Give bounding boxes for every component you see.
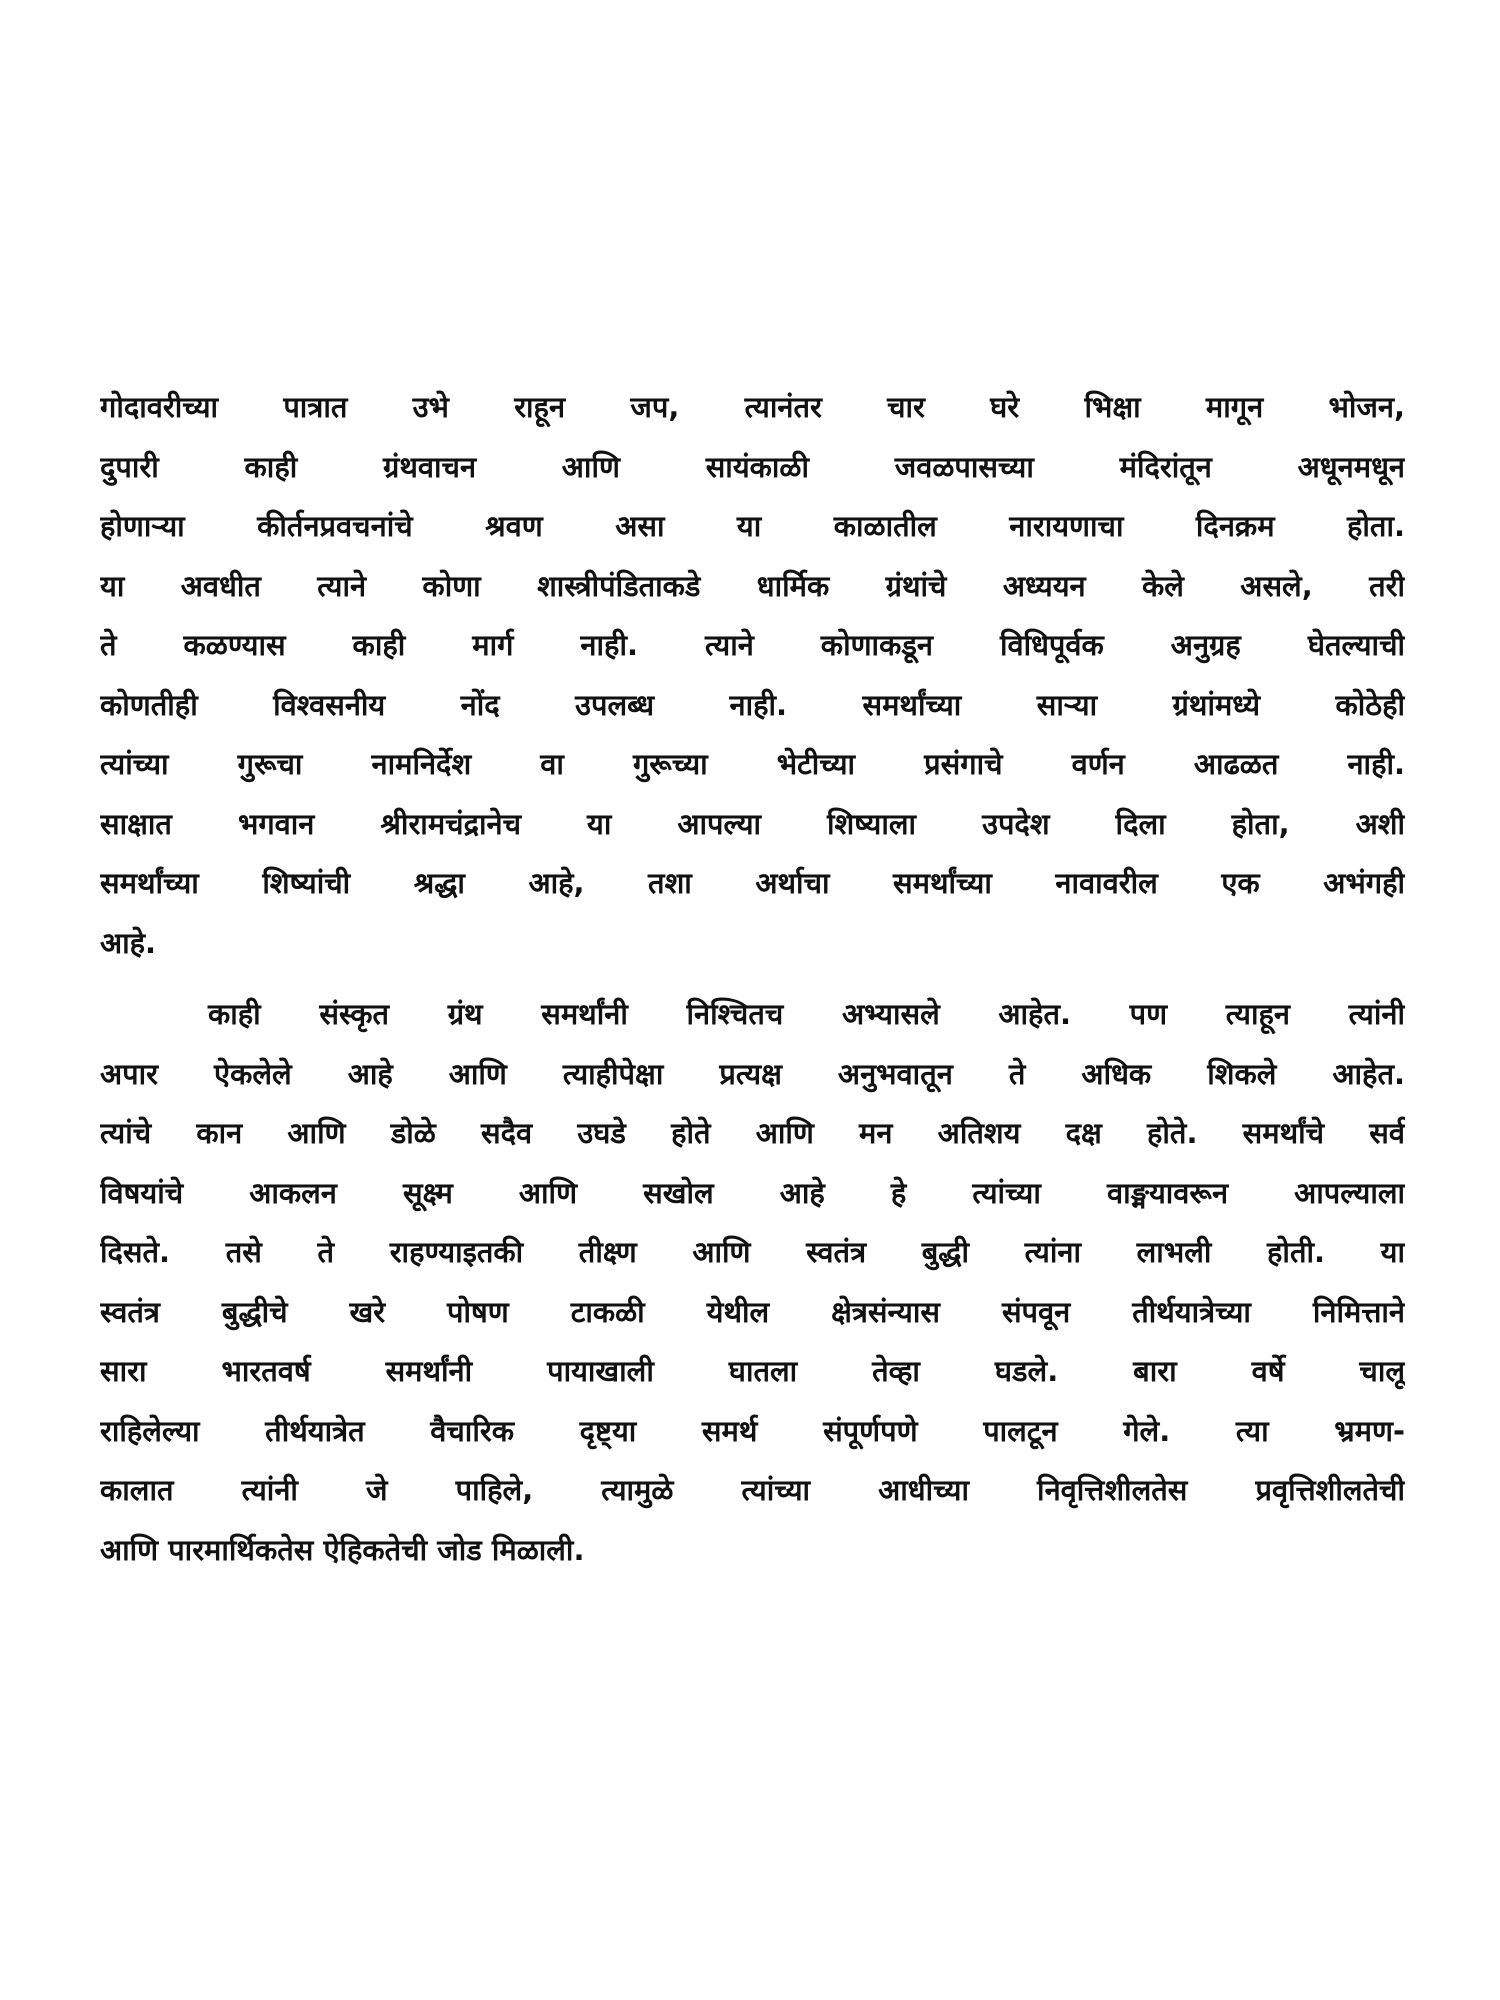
text-line: होणाऱ्या कीर्तनप्रवचनांचे श्रवण असा या काळातील नारायणाचा दिनक्रम होता. (100, 509, 1405, 543)
body-text (100, 378, 1405, 1580)
text-line: कोणतीही विश्वसनीय नोंद उपलब्ध नाही. समर्थांच्या साऱ्या ग्रंथांमध्ये कोठेही (100, 687, 1405, 722)
text-line: साक्षात भगवान श्रीरामचंद्रानेच या आपल्या शिष्याला उपदेश दिला होता, अशी (100, 806, 1405, 841)
text-line: कालात त्यांनी जे पाहिले, त्यामुळे त्यांच्या आधीच्या निवृत्तिशीलतेस प्रवृत्तिशीलतेची (100, 1473, 1405, 1507)
text-line: दुपारी काही ग्रंथवाचन आणि सायंकाळी जवळपासच्या मंदिरांतून अधूनमधून (100, 449, 1405, 484)
text-line: त्यांच्या गुरूचा नामनिर्देश वा गुरूच्या भेटीच्या प्रसंगाचे वर्णन आढळत नाही. (100, 747, 1405, 781)
paragraph-1 (100, 378, 1405, 973)
text-line: आहे. (100, 925, 157, 960)
text-line: अपार ऐकलेले आहे आणि त्याहीपेक्षा प्रत्यक्ष अनुभवातून ते अधिक शिकले आहेत. (100, 1056, 1405, 1091)
text-line: दिसते. तसे ते राहण्याइतकी तीक्ष्ण आणि स्वतंत्र बुद्धी त्यांना लाभली होती. या (100, 1235, 1405, 1269)
text-line: विषयांचे आकलन सूक्ष्म आणि सखोल आहे हे त्यांच्या वाङ्मयावरून आपल्याला (100, 1175, 1405, 1210)
text-line: स्वतंत्र बुद्धीचे खरे पोषण टाकळी येथील क्षेत्रसंन्यास संपवून तीर्थयात्रेच्या निमित्ताने (100, 1294, 1405, 1329)
text-line: या अवधीत त्याने कोणा शास्त्रीपंडिताकडे धार्मिक ग्रंथांचे अध्ययन केले असले, तरी (100, 568, 1405, 603)
text-line: काही संस्कृत ग्रंथ समर्थांनी निश्चितच अभ्यासले आहेत. पण त्याहून त्यांनी (208, 997, 1405, 1031)
text-line: समर्थांच्या शिष्यांची श्रद्धा आहे, तशा अर्थाचा समर्थांच्या नावावरील एक अभंगही (100, 866, 1405, 900)
text-line: सारा भारतवर्ष समर्थांनी पायाखाली घातला तेव्हा घडले. बारा वर्षे चालू (100, 1354, 1405, 1388)
paragraph-2 (100, 985, 1405, 1580)
paragraph-spacer (100, 973, 1405, 985)
text-line: आणि पारमार्थिकतेस ऐहिकतेची जोड मिळाली. (100, 1532, 585, 1567)
text-line: राहिलेल्या तीर्थयात्रेत वैचारिक दृष्ट्या समर्थ संपूर्णपणे पालटून गेले. त्या भ्रमण- (100, 1413, 1405, 1448)
text-line: ते कळण्यास काही मार्ग नाही. त्याने कोणाकडून विधिपूर्वक अनुग्रह घेतल्याची (100, 628, 1405, 662)
text-line: गोदावरीच्या पात्रात उभे राहून जप, त्यानंतर चार घरे भिक्षा मागून भोजन, (100, 390, 1405, 424)
text-line: त्यांचे कान आणि डोळे सदैव उघडे होते आणि मन अतिशय दक्ष होते. समर्थांचे सर्व (100, 1116, 1405, 1150)
